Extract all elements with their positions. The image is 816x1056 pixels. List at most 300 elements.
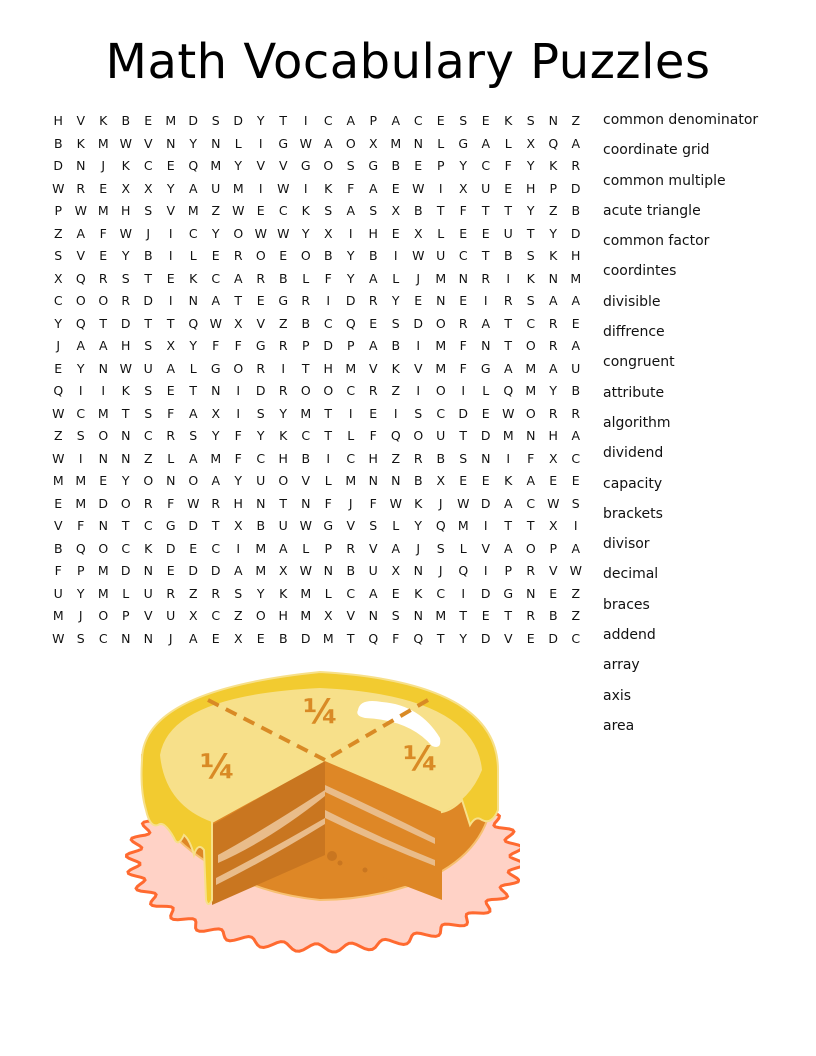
grid-letter: A [571, 428, 581, 443]
grid-letter: U [278, 518, 288, 533]
grid-letter: I [461, 383, 466, 398]
grid-letter: I [168, 293, 173, 308]
grid-letter: D [98, 495, 109, 511]
grid-letter: D [165, 540, 176, 556]
grid-letter: A [323, 135, 333, 151]
grid-letter: E [99, 473, 108, 488]
grid-letter: N [143, 563, 153, 578]
grid-letter: P [504, 563, 513, 578]
grid-letter: B [571, 383, 581, 398]
grid-letter: Y [526, 203, 535, 218]
grid-letter: Y [54, 315, 63, 331]
grid-letter: T [481, 248, 490, 263]
grid-letter: I [393, 405, 398, 421]
grid-letter: U [256, 473, 266, 488]
grid-letter: J [56, 338, 61, 353]
grid-letter: D [53, 158, 64, 173]
grid-letter: R [526, 608, 536, 623]
grid-letter: I [348, 225, 353, 241]
grid-letter: I [573, 518, 578, 533]
grid-letter: R [503, 293, 513, 308]
grid-letter: B [548, 608, 558, 623]
grid-letter: K [76, 135, 85, 151]
grid-letter: B [368, 248, 378, 263]
grid-letter: H [278, 608, 288, 623]
grid-row [47, 290, 587, 313]
grid-letter: B [436, 450, 446, 466]
grid-letter: A [233, 270, 243, 286]
grid-letter: M [255, 540, 267, 556]
word-search-grid [47, 110, 587, 650]
grid-letter: G [323, 518, 334, 533]
grid-letter: U [368, 563, 378, 578]
grid-letter: F [99, 225, 107, 241]
grid-letter: A [481, 135, 491, 151]
grid-letter: R [233, 248, 243, 263]
grid-letter: C [323, 315, 333, 331]
grid-letter: X [458, 180, 468, 196]
grid-letter: N [188, 293, 198, 308]
grid-letter: Y [459, 158, 468, 173]
grid-letter: W [502, 405, 515, 421]
grid-letter: N [481, 450, 491, 466]
grid-letter: L [189, 248, 197, 263]
word-list-item: attribute [603, 384, 665, 401]
grid-letter: L [392, 270, 400, 286]
grid-letter: E [369, 405, 378, 421]
grid-letter: F [324, 270, 332, 286]
grid-letter: M [457, 518, 469, 533]
grid-letter: X [233, 315, 243, 331]
grid-letter: Y [549, 383, 558, 398]
grid-letter: Q [188, 158, 199, 173]
word-list-item: divisor [603, 536, 650, 553]
grid-letter: V [301, 473, 311, 488]
grid-letter: R [548, 338, 558, 353]
grid-letter: N [98, 518, 108, 533]
grid-letter: I [326, 450, 331, 466]
grid-letter: X [323, 608, 333, 623]
grid-letter: Y [414, 518, 423, 533]
grid-letter: H [323, 360, 333, 376]
grid-letter: U [166, 608, 176, 623]
grid-letter: G [278, 135, 289, 151]
grid-letter: E [211, 248, 220, 263]
grid-letter: Y [526, 158, 535, 173]
grid-letter: K [391, 360, 400, 376]
grid-letter: F [234, 450, 242, 466]
grid-letter: P [436, 158, 445, 173]
grid-letter: P [369, 113, 378, 128]
grid-letter: N [121, 630, 131, 646]
grid-letter: M [300, 608, 312, 623]
grid-letter: Y [256, 585, 265, 601]
grid-letter: K [189, 270, 198, 286]
grid-letter: D [300, 630, 311, 646]
grid-letter: M [75, 473, 87, 488]
grid-letter: B [571, 203, 581, 218]
grid-letter: N [211, 135, 221, 151]
grid-letter: E [571, 473, 580, 488]
grid-letter: M [435, 360, 447, 376]
grid-letter: O [143, 473, 154, 488]
grid-letter: Q [188, 315, 199, 331]
grid-letter: E [256, 293, 265, 308]
grid-letter: N [211, 383, 221, 398]
grid-letter: S [526, 113, 535, 128]
grid-letter: A [211, 473, 221, 488]
grid-letter: M [210, 158, 222, 173]
grid-letter: V [503, 630, 513, 646]
grid-letter: M [322, 630, 334, 646]
grid-letter: M [97, 563, 109, 578]
grid-letter: E [369, 315, 378, 331]
grid-letter: J [101, 158, 106, 173]
grid-letter: M [435, 608, 447, 623]
grid-letter: C [211, 608, 221, 623]
grid-letter: M [97, 585, 109, 601]
grid-letter: C [143, 518, 153, 533]
grid-letter: M [255, 563, 267, 578]
grid-letter: J [416, 270, 421, 286]
grid-letter: R [548, 405, 558, 421]
grid-letter: D [345, 293, 356, 308]
grid-letter: L [167, 450, 175, 466]
grid-letter: P [346, 338, 355, 353]
grid-letter: D [210, 563, 221, 578]
grid-letter: Q [345, 315, 356, 331]
grid-letter: A [188, 405, 198, 421]
grid-row [47, 515, 587, 538]
grid-letter: N [413, 563, 423, 578]
grid-letter: Q [548, 135, 559, 151]
word-list-item: common factor [603, 233, 710, 250]
grid-letter: E [256, 203, 265, 218]
grid-letter: G [503, 585, 514, 601]
grid-letter: E [481, 608, 490, 623]
grid-letter: R [166, 585, 176, 601]
cake-illustration [120, 660, 520, 960]
grid-letter: D [120, 315, 131, 331]
grid-letter: F [347, 180, 355, 196]
grid-letter: W [457, 495, 470, 511]
grid-letter: F [167, 495, 175, 511]
grid-letter: T [99, 315, 108, 331]
grid-letter: O [255, 608, 266, 623]
grid-letter: B [256, 518, 266, 533]
grid-letter: W [119, 135, 132, 151]
grid-letter: C [571, 450, 581, 466]
grid-letter: E [99, 248, 108, 263]
grid-row [47, 110, 587, 133]
grid-letter: N [323, 563, 333, 578]
grid-letter: R [571, 405, 581, 421]
fraction-label-right: ¼ [403, 739, 439, 779]
grid-letter: V [413, 360, 423, 376]
grid-letter: B [346, 563, 356, 578]
grid-letter: I [281, 360, 286, 376]
grid-letter: Q [435, 518, 446, 533]
grid-letter: M [52, 608, 64, 623]
grid-letter: U [436, 248, 446, 263]
grid-letter: E [211, 630, 220, 646]
grid-letter: X [548, 518, 558, 533]
grid-letter: V [256, 158, 266, 173]
grid-letter: R [143, 495, 153, 511]
grid-letter: O [255, 248, 266, 263]
grid-letter: C [346, 383, 356, 398]
grid-letter: H [368, 450, 378, 466]
grid-letter: K [504, 473, 513, 488]
grid-letter: D [570, 225, 581, 241]
grid-letter: Z [571, 113, 581, 128]
grid-letter: Y [76, 360, 85, 376]
grid-letter: H [368, 225, 378, 241]
grid-letter: S [144, 203, 153, 218]
grid-row [47, 380, 587, 403]
grid-letter: C [278, 203, 288, 218]
grid-letter: E [504, 180, 513, 196]
grid-letter: M [232, 180, 244, 196]
grid-letter: J [146, 225, 151, 241]
grid-letter: W [52, 450, 65, 466]
grid-letter: F [504, 158, 512, 173]
grid-letter: F [324, 495, 332, 511]
grid-letter: C [436, 405, 446, 421]
page-title: Math Vocabulary Puzzles [105, 34, 711, 90]
grid-letter: M [210, 450, 222, 466]
grid-letter: G [368, 158, 379, 173]
grid-letter: C [143, 428, 153, 443]
grid-letter: A [481, 315, 491, 331]
grid-letter: F [234, 338, 242, 353]
grid-letter: L [324, 585, 332, 601]
word-list-item: acute triangle [603, 202, 701, 219]
grid-letter: L [437, 225, 445, 241]
grid-letter: I [483, 563, 488, 578]
word-list-item: common denominator [603, 112, 759, 128]
grid-letter: E [189, 540, 198, 556]
grid-letter: I [461, 585, 466, 601]
word-list-item: coordinate grid [603, 142, 710, 159]
grid-letter: Q [75, 540, 86, 556]
grid-letter: H [233, 495, 243, 511]
grid-letter: S [121, 270, 130, 286]
grid-letter: R [458, 315, 468, 331]
grid-letter: Z [211, 203, 221, 218]
grid-letter: U [211, 180, 221, 196]
grid-letter: A [188, 180, 198, 196]
word-list-item: axis [603, 687, 632, 704]
grid-letter: Y [189, 135, 198, 151]
grid-letter: O [98, 540, 109, 556]
grid-letter: Y [346, 248, 355, 263]
grid-letter: T [459, 428, 468, 443]
grid-letter: B [53, 135, 63, 151]
grid-letter: B [323, 248, 333, 263]
grid-letter: T [526, 518, 535, 533]
grid-row [47, 493, 587, 516]
grid-letter: C [436, 585, 446, 601]
grid-letter: D [480, 495, 491, 511]
grid-letter: T [346, 630, 355, 646]
grid-letter: W [209, 315, 222, 331]
grid-letter: S [346, 158, 355, 173]
grid-letter: W [187, 495, 200, 511]
grid-letter: W [74, 203, 87, 218]
grid-letter: F [234, 428, 242, 443]
grid-letter: V [53, 518, 63, 533]
grid-letter: V [346, 608, 356, 623]
grid-letter: B [503, 248, 513, 263]
grid-letter: J [348, 495, 353, 511]
grid-letter: M [300, 405, 312, 421]
word-list-item: algorithm [603, 414, 671, 431]
grid-letter: R [571, 158, 581, 173]
grid-letter: I [506, 450, 511, 466]
grid-letter: R [256, 360, 266, 376]
grid-letter: R [346, 540, 356, 556]
grid-letter: L [459, 540, 467, 556]
grid-letter: Z [53, 428, 63, 443]
grid-row [47, 538, 587, 561]
grid-letter: C [53, 293, 63, 308]
grid-letter: N [301, 495, 311, 511]
grid-letter: N [548, 113, 558, 128]
grid-letter: T [504, 203, 513, 218]
grid-letter: I [303, 180, 308, 196]
grid-letter: E [54, 495, 63, 511]
grid-letter: X [211, 405, 221, 421]
grid-letter: X [413, 225, 423, 241]
grid-letter: E [414, 158, 423, 173]
grid-letter: X [436, 473, 446, 488]
grid-letter: F [212, 338, 220, 353]
grid-letter: E [166, 563, 175, 578]
grid-letter: I [78, 383, 83, 398]
grid-letter: Q [75, 315, 86, 331]
grid-letter: X [391, 203, 401, 218]
grid-letter: E [526, 630, 535, 646]
grid-letter: K [504, 113, 513, 128]
grid-letter: D [143, 293, 154, 308]
grid-letter: J [416, 540, 421, 556]
grid-row [47, 560, 587, 583]
grid-letter: K [279, 585, 288, 601]
grid-letter: M [300, 585, 312, 601]
grid-letter: N [121, 428, 131, 443]
grid-letter: A [76, 225, 86, 241]
grid-letter: L [347, 428, 355, 443]
grid-letter: Y [256, 113, 265, 128]
grid-letter: C [346, 585, 356, 601]
grid-letter: K [414, 495, 423, 511]
grid-row [47, 448, 587, 471]
grid-letter: V [548, 563, 558, 578]
grid-letter: N [143, 630, 153, 646]
grid-row [47, 133, 587, 156]
grid-letter: H [571, 248, 581, 263]
grid-letter: R [368, 293, 378, 308]
grid-letter: M [52, 473, 64, 488]
grid-letter: B [391, 158, 401, 173]
grid-letter: E [391, 585, 400, 601]
grid-letter: T [279, 113, 288, 128]
grid-letter: O [233, 225, 244, 241]
grid-letter: D [233, 113, 244, 128]
grid-letter: N [76, 158, 86, 173]
grid-letter: S [526, 293, 535, 308]
grid-letter: S [369, 518, 378, 533]
grid-letter: I [348, 405, 353, 421]
grid-letter: I [101, 383, 106, 398]
grid-letter: C [143, 158, 153, 173]
grid-row [47, 425, 587, 448]
grid-letter: A [526, 473, 536, 488]
grid-letter: P [76, 563, 85, 578]
grid-letter: M [345, 360, 357, 376]
grid-letter: Q [458, 563, 469, 578]
grid-letter: I [258, 180, 263, 196]
grid-letter: N [526, 585, 536, 601]
grid-letter: S [76, 428, 85, 443]
word-list-item: divisible [603, 293, 661, 310]
grid-letter: C [526, 495, 536, 511]
grid-letter: I [506, 270, 511, 286]
grid-letter: E [481, 473, 490, 488]
grid-letter: S [571, 495, 580, 511]
grid-row [47, 358, 587, 381]
grid-letter: X [121, 180, 131, 196]
grid-letter: R [166, 428, 176, 443]
grid-letter: Z [571, 608, 581, 623]
grid-letter: L [324, 473, 332, 488]
grid-letter: E [99, 180, 108, 196]
grid-letter: W [119, 360, 132, 376]
grid-letter: N [368, 473, 378, 488]
grid-letter: Y [189, 338, 198, 353]
grid-letter: R [548, 315, 558, 331]
grid-letter: Q [390, 428, 401, 443]
grid-letter: G [210, 360, 221, 376]
grid-letter: O [98, 293, 109, 308]
grid-letter: H [548, 428, 558, 443]
grid-letter: B [413, 473, 423, 488]
grid-letter: E [481, 405, 490, 421]
grid-letter: O [323, 158, 334, 173]
grid-letter: U [143, 585, 153, 601]
grid-letter: M [97, 135, 109, 151]
grid-letter: S [414, 405, 423, 421]
word-list-item: braces [603, 596, 650, 613]
grid-letter: V [143, 608, 153, 623]
grid-letter: W [389, 495, 402, 511]
grid-letter: S [526, 248, 535, 263]
grid-letter: X [53, 270, 63, 286]
grid-letter: R [301, 293, 311, 308]
grid-letter: K [526, 270, 535, 286]
grid-letter: C [481, 158, 491, 173]
grid-letter: K [144, 540, 153, 556]
grid-letter: S [211, 113, 220, 128]
grid-letter: M [435, 338, 447, 353]
grid-letter: A [368, 338, 378, 353]
grid-letter: S [189, 428, 198, 443]
grid-letter: Y [391, 293, 400, 308]
grid-letter: I [303, 113, 308, 128]
grid-letter: N [121, 450, 131, 466]
grid-row [47, 200, 587, 223]
